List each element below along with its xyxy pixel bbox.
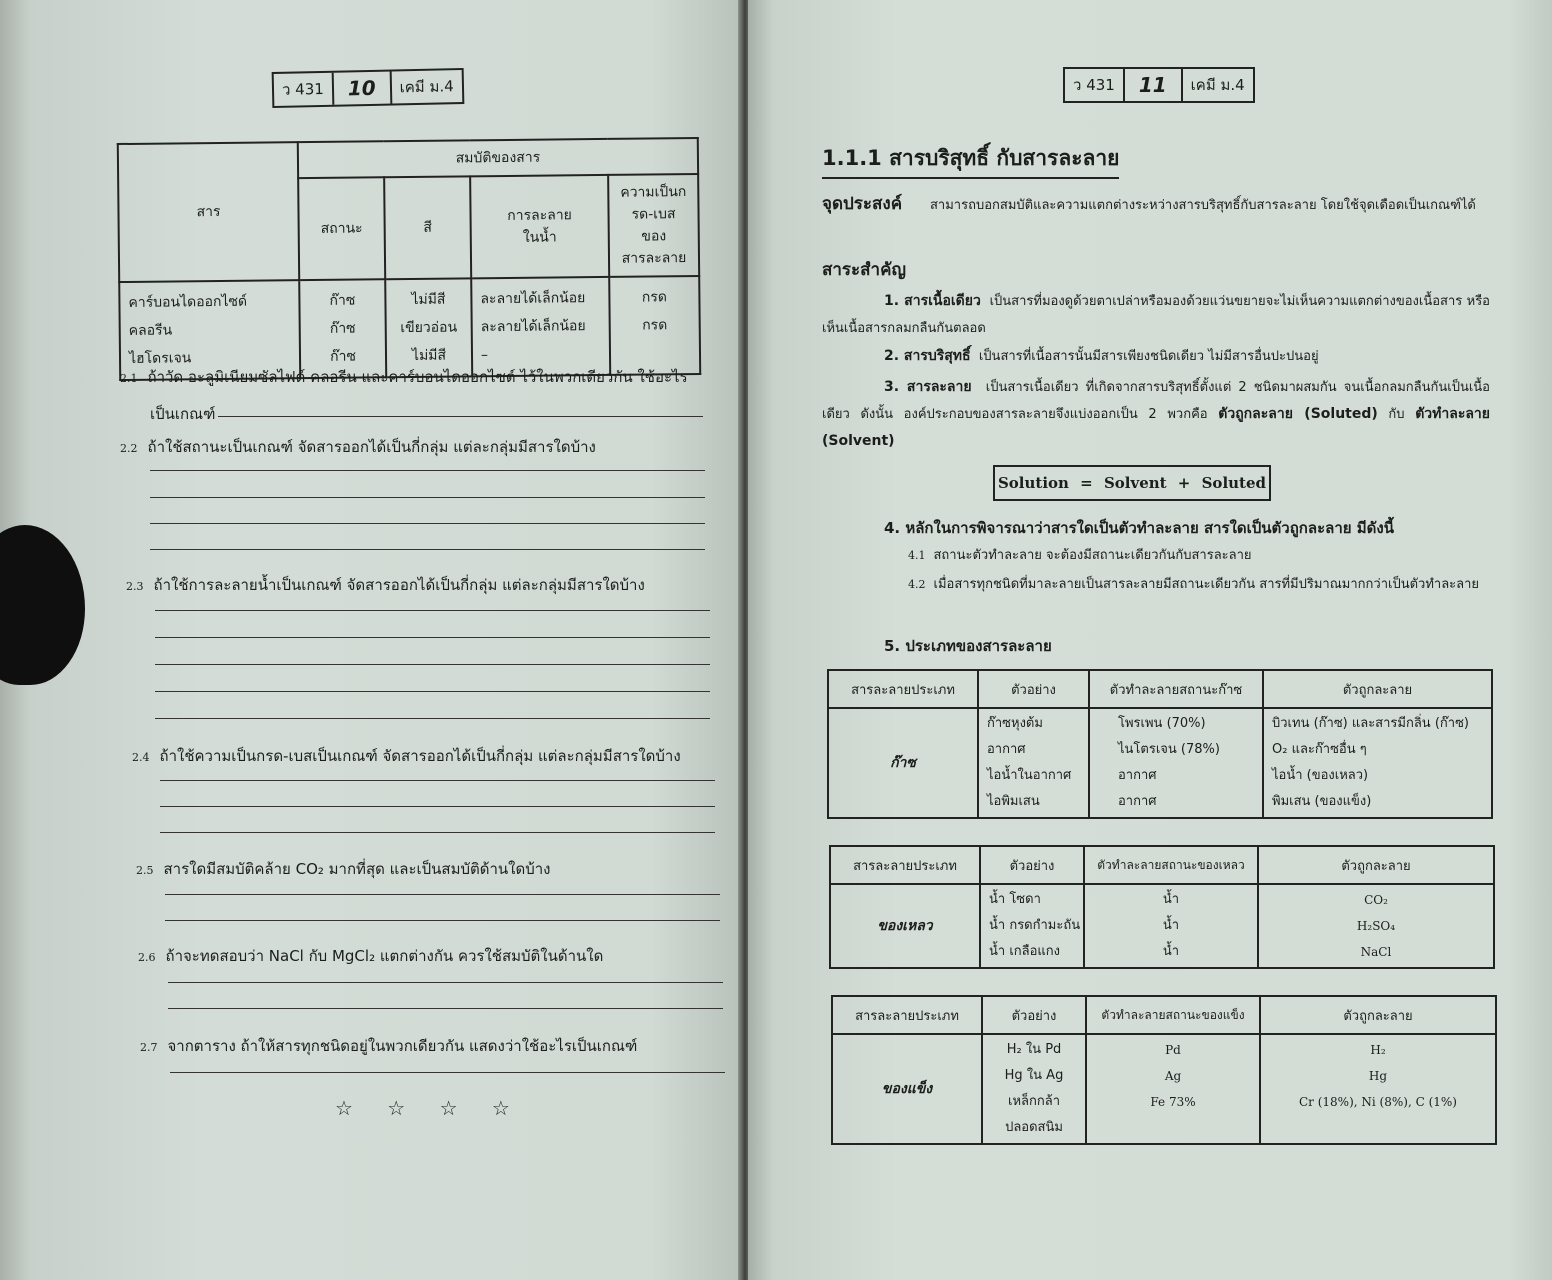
solubility-cell: [471, 277, 610, 376]
cell-text: ก๊าซ: [329, 292, 356, 309]
answer-line[interactable]: [160, 832, 715, 833]
answer-line[interactable]: [150, 497, 705, 498]
answer-line[interactable]: [168, 1008, 723, 1009]
point-3: [822, 374, 1490, 455]
point-heading: 3. สารละลาย: [884, 379, 972, 395]
cell-text: น้ำ โซดา: [989, 892, 1041, 907]
sub-number: 4.2: [908, 578, 926, 591]
answer-line[interactable]: [155, 637, 710, 638]
cell-text: H₂SO₄: [1356, 919, 1396, 933]
question-number: 2.3: [126, 580, 144, 593]
objective-text: สามารถบอกสมบัติและความแตกต่างระหว่างสารบริสุทธิ์กับสารละลาย โดยใช้จุดเดือดเป็นเกณฑ์ได้: [930, 198, 1476, 213]
cell-text: คลอรีน: [128, 322, 173, 339]
answer-line[interactable]: [150, 470, 705, 471]
thumb-shadow: [0, 525, 85, 685]
point-text: เป็นสารที่เนื้อสารนั้นมีสารเพียงชนิดเดียว ไม่มีสารอื่นปะปนอยู่: [978, 349, 1319, 364]
question-2-2: [120, 435, 596, 459]
cell-text: บิวเทน (ก๊าซ) และสารมีกลิ่น (ก๊าซ): [1272, 716, 1469, 731]
point-4-heading: 4. หลักในการพิจารณาว่าสารใดเป็นตัวทำละลาย สารใดเป็นตัวถูกละลาย มีดังนี้: [884, 519, 1394, 537]
cell-text: น้ำ เกลือแกง: [989, 944, 1061, 959]
point-1: [822, 288, 1490, 342]
col-solvent: ตัวทำละลายสถานะก๊าซ: [1089, 670, 1263, 708]
question-text: ถ้าใช้สถานะเป็นเกณฑ์ จัดสารออกได้เป็นกี่กลุ่ม แต่ละกลุ่มมีสารใดบ้าง: [147, 438, 596, 456]
point-5-heading: 5. ประเภทของสารละลาย: [884, 637, 1052, 655]
cell-text: ละลายได้เล็กน้อย: [480, 318, 586, 336]
solid-solution-table: [831, 995, 1497, 1145]
col-type: สารละลายประเภท: [828, 670, 978, 708]
question-2-4: [132, 744, 681, 768]
table-row: [830, 884, 1494, 968]
col-example: ตัวอย่าง: [980, 846, 1084, 884]
answer-line[interactable]: [160, 780, 715, 781]
solvent-cell: [1084, 884, 1258, 968]
col-solvent: ตัวทำละลายสถานะของเหลว: [1084, 846, 1258, 884]
essence-label: สาระสำคัญ: [822, 260, 906, 280]
question-number: 2.4: [132, 751, 150, 764]
solvent-cell: [1086, 1034, 1260, 1144]
cell-text: ก๊าซ: [329, 320, 356, 337]
question-2-1-cont: [150, 402, 215, 426]
cell-text: น้ำ: [1162, 944, 1180, 959]
cell-text: คาร์บอนไดออกไซด์: [128, 293, 248, 311]
cell-text: อากาศ: [987, 742, 1026, 757]
cell-text: Fe 73%: [1150, 1095, 1196, 1109]
col-example: ตัวอย่าง: [982, 996, 1086, 1034]
col-type: สารละลายประเภท: [830, 846, 980, 884]
solvent-cell: [1089, 708, 1263, 818]
state-cell: [299, 279, 386, 378]
example-cell: [978, 708, 1089, 818]
sub-text: เมื่อสารทุกชนิดที่มาละลายเป็นสารละลายมีสถานะเดียวกัน สารที่มีปริมาณมากกว่าเป็นตัวทำละลาย: [933, 577, 1480, 592]
cell-text: เหล็กกล้า: [1008, 1094, 1060, 1109]
question-text: จากตาราง ถ้าให้สารทุกชนิดอยู่ในพวกเดียวกัน แสดงว่าใช้อะไรเป็นเกณฑ์: [167, 1037, 638, 1055]
cell-text: กรด: [642, 317, 668, 334]
cell-text: ไฮโดรเจน: [128, 350, 192, 367]
col-acidbase: ความเป็นกรด-เบส ของสารละลาย: [608, 174, 699, 277]
group-header: สมบัติของสาร: [298, 138, 698, 178]
objective-label: จุดประสงค์: [822, 194, 903, 214]
question-text: ถ้าจะทดสอบว่า NaCl กับ MgCl₂ แตกต่างกัน ควรใช้สมบัติในด้านใด: [165, 947, 604, 965]
answer-line[interactable]: [155, 718, 710, 719]
cell-text: ก๊าซหุงต้ม: [987, 716, 1043, 731]
cell-text: น้ำ: [1162, 892, 1180, 907]
solute-cell: [1263, 708, 1492, 818]
answer-line[interactable]: [168, 982, 723, 983]
page-number: 10: [334, 72, 393, 105]
col-solubility: การละลาย ในน้ำ: [470, 175, 609, 278]
cell-text: น้ำ: [1162, 918, 1180, 933]
col-solute: ตัวถูกละลาย: [1258, 846, 1494, 884]
table-row: [832, 1034, 1496, 1144]
solute-cell: [1258, 884, 1494, 968]
cell-text: ไอน้ำ (ของเหลว): [1272, 768, 1369, 783]
question-number: 2.2: [120, 442, 138, 455]
col-substance: สาร: [118, 142, 299, 282]
point-text: เป็นสารเนื้อเดียว ที่เกิดจากสารบริสุทธิ์ตั้งแต่ 2 ชนิดมาผสมกัน จนเนื้อกลมกลืนกันเป็นเนื้อเดียว ดังนั้น องค์ประกอบของสารละลายจึงแบ่งออกเป็น 2 พวกคือ: [822, 380, 1490, 422]
cell-text: อากาศ: [1118, 768, 1157, 783]
question-2-7: [140, 1034, 637, 1058]
question-number: 2.5: [136, 864, 154, 877]
section-title: 1.1.1 สารบริสุทธิ์ กับสารละลาย: [822, 142, 1119, 179]
liquid-solution-table: [829, 845, 1495, 969]
cell-text: CO₂: [1364, 893, 1388, 907]
right-page-header: [1063, 67, 1255, 103]
color-cell: [385, 278, 472, 377]
answer-line[interactable]: [155, 610, 710, 611]
star-divider: ☆ ☆ ☆ ☆: [335, 1096, 524, 1120]
acidbase-cell: [609, 276, 700, 375]
point-2: [822, 343, 1490, 370]
question-text: ถ้าใช้การละลายน้ำเป็นเกณฑ์ จัดสารออกได้เป็นกี่กลุ่ม แต่ละกลุ่มมีสารใดบ้าง: [153, 576, 645, 594]
col-state: สถานะ: [298, 177, 385, 280]
cell-text: พิมเสน (ของแข็ง): [1272, 794, 1372, 809]
answer-line[interactable]: [165, 894, 720, 895]
solvent-term: ตัวทำละลาย (Solvent): [822, 406, 1490, 449]
question-text: สารใดมีสมบัติคล้าย CO₂ มากที่สุด และเป็นสมบัติด้านใดบ้าง: [163, 860, 551, 878]
cell-text: Pd: [1165, 1043, 1181, 1057]
question-2-3: [126, 573, 645, 597]
point-text: เป็นสารที่มองดูด้วยตาเปล่าหรือมองด้วยแว่นขยายจะไม่เห็นความแตกต่างของเนื้อสาร หรือเห็นเนื้อสารกลมกลืนกันตลอด: [822, 294, 1490, 336]
properties-table: [117, 137, 701, 381]
cell-text: ปลอดสนิม: [1005, 1120, 1063, 1135]
course-code: ว 431: [1065, 69, 1125, 101]
question-number: 2.7: [140, 1041, 158, 1054]
question-text: ถ้าวัด อะลูมิเนียมซัลไฟด์ คลอรีน และคาร์บอนไดออกไซด์ ไว้ในพวกเดียวกัน ใช้อะไร: [147, 368, 688, 386]
left-page-header: [272, 68, 464, 108]
cell-text: น้ำ กรดกำมะถัน: [989, 918, 1081, 933]
col-type: สารละลายประเภท: [832, 996, 982, 1034]
point-text: กับ: [1377, 407, 1416, 422]
point-4-1: [908, 544, 1252, 565]
cell-text: Hg: [1368, 1069, 1388, 1083]
cell-text: –: [480, 347, 489, 364]
cell-text: ไนโตรเจน (78%): [1118, 742, 1220, 757]
example-cell: [982, 1034, 1086, 1144]
point-heading: 2. สารบริสุทธิ์: [884, 348, 971, 364]
answer-line[interactable]: [160, 806, 715, 807]
answer-line[interactable]: [165, 920, 720, 921]
cell-text: ไอน้ำในอากาศ: [987, 768, 1072, 783]
question-number: 2.1: [120, 372, 138, 385]
point-4-2: [908, 571, 1490, 598]
col-color: สี: [384, 176, 471, 279]
page-number: 11: [1125, 69, 1183, 101]
col-example: ตัวอย่าง: [978, 670, 1089, 708]
cell-text: H₂ ใน Pd: [1006, 1042, 1062, 1057]
point-heading: 1. สารเนื้อเดียว: [884, 293, 981, 309]
cell-text: H₂: [1370, 1043, 1386, 1057]
col-solute: ตัวถูกละลาย: [1260, 996, 1496, 1034]
col-solute: ตัวถูกละลาย: [1263, 670, 1492, 708]
cell-text: ไอพิมเสน: [987, 794, 1040, 809]
subject-label: เคมี ม.4: [399, 77, 454, 97]
cell-text: NaCl: [1360, 945, 1392, 959]
cell-text: อากาศ: [1118, 794, 1157, 809]
solution-formula: Solution = Solvent + Soluted: [993, 465, 1271, 501]
cell-text: ไม่มีสี: [411, 347, 447, 364]
question-2-5: [136, 857, 550, 881]
table-row: [828, 708, 1492, 818]
cell-text: O₂ และก๊าซอื่น ๆ: [1272, 742, 1367, 757]
subject-label: เคมี ม.4: [1190, 76, 1245, 94]
gas-solution-table: [827, 669, 1493, 819]
question-number: 2.6: [138, 951, 156, 964]
question-2-1: [120, 365, 688, 389]
sub-number: 4.1: [908, 549, 926, 562]
type-cell: ก๊าซ: [828, 708, 978, 818]
left-page: [0, 0, 742, 1280]
cell-text: Ag: [1164, 1069, 1182, 1083]
question-text: เป็นเกณฑ์: [150, 405, 216, 423]
cell-text: ก๊าซ: [330, 348, 357, 365]
sub-text: สถานะตัวทำละลาย จะต้องมีสถานะเดียวกันกับสารละลาย: [933, 548, 1252, 563]
course-code: ว 431: [274, 73, 334, 106]
example-cell: [980, 884, 1084, 968]
type-cell: ของเหลว: [830, 884, 980, 968]
answer-line[interactable]: [150, 523, 705, 524]
answer-line[interactable]: [150, 549, 705, 550]
cell-text: Cr (18%), Ni (8%), C (1%): [1299, 1095, 1457, 1109]
cell-text: โพรเพน (70%): [1118, 716, 1206, 731]
question-2-6: [138, 944, 603, 968]
cell-text: เขียวอ่อน: [400, 319, 458, 337]
answer-line[interactable]: [155, 691, 710, 692]
cell-text: Hg ใน Ag: [1004, 1068, 1064, 1083]
col-solvent: ตัวทำละลายสถานะของแข็ง: [1086, 996, 1260, 1034]
question-text: ถ้าใช้ความเป็นกรด-เบสเป็นเกณฑ์ จัดสารออกได้เป็นกี่กลุ่ม แต่ละกลุ่มมีสารใดบ้าง: [159, 747, 681, 765]
answer-line[interactable]: [218, 416, 703, 417]
answer-line[interactable]: [155, 664, 710, 665]
cell-text: กรด: [641, 289, 668, 306]
solute-term: ตัวถูกละลาย (Soluted): [1218, 406, 1378, 422]
answer-line[interactable]: [170, 1072, 725, 1073]
type-cell: ของแข็ง: [832, 1034, 982, 1144]
cell-text: ไม่มีสี: [411, 291, 446, 308]
cell-text: ละลายได้เล็กน้อย: [480, 290, 586, 308]
solute-cell: [1260, 1034, 1496, 1144]
